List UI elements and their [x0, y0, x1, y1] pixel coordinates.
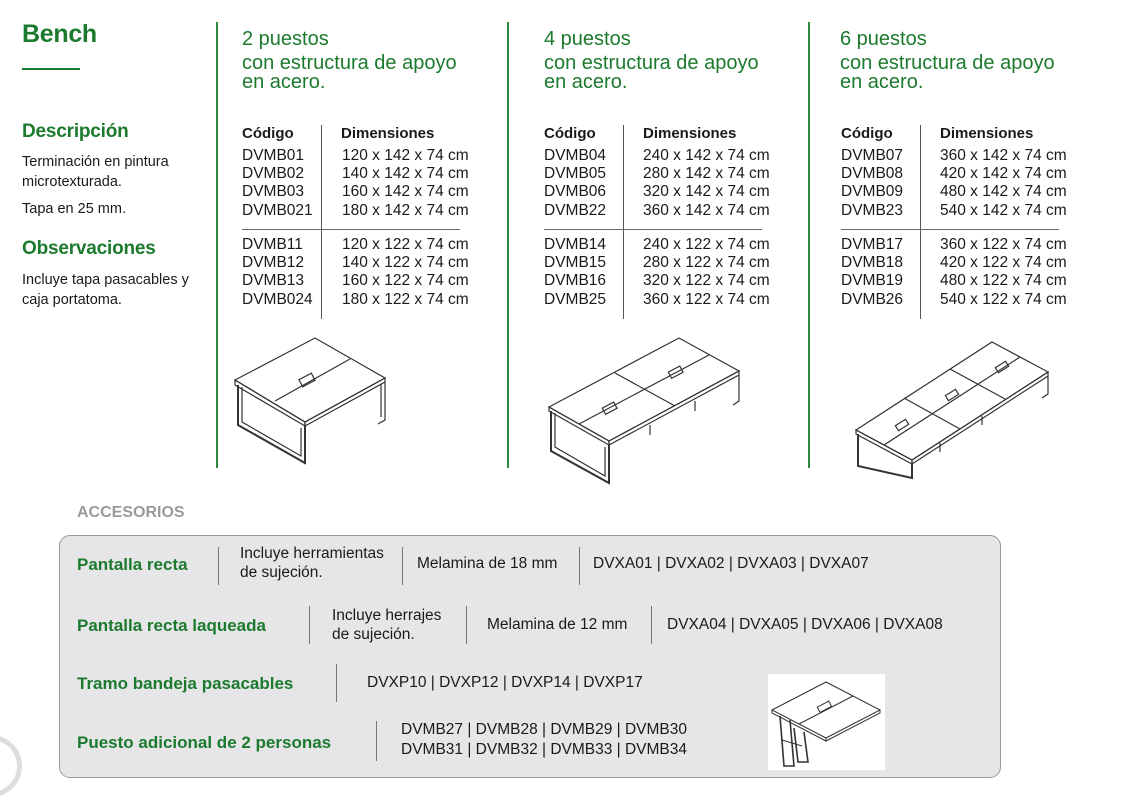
- dim-cell: 180 x 122 x 74 cm: [342, 290, 469, 308]
- row-separator: [466, 606, 467, 644]
- accessory-material: Melamina de 12 mm: [487, 616, 628, 633]
- accessory-note: [332, 606, 441, 644]
- code-header: Código: [242, 125, 294, 142]
- bench-4-puestos-illustration: [545, 335, 745, 485]
- code-cell: DVMB19: [841, 272, 904, 290]
- decorative-circle: [0, 735, 22, 797]
- accesorios-label: ACCESORIOS: [77, 504, 185, 521]
- code-cell: DVMB17: [841, 236, 904, 253]
- column-heading-4-puestos: [544, 29, 759, 92]
- dim-cell: 140 x 122 x 74 cm: [342, 254, 469, 272]
- accessory-name: Tramo bandeja pasacables: [77, 674, 294, 693]
- dim-cell: 360 x 142 x 74 cm: [940, 147, 1067, 164]
- note-line: de sujeción.: [240, 564, 323, 581]
- dim-header: Dimensiones: [940, 125, 1034, 142]
- column-divider: [507, 22, 509, 468]
- dim-cell: 160 x 142 x 74 cm: [342, 183, 469, 201]
- dim-cell: 540 x 122 x 74 cm: [940, 290, 1067, 308]
- code-list: [841, 147, 903, 220]
- title-underline: [22, 68, 80, 70]
- accessory-name: Puesto adicional de 2 personas: [77, 733, 332, 752]
- accessory-codes: DVXP10 | DVXP12 | DVXP14 | DVXP17: [367, 674, 643, 691]
- code-cell: DVMB14: [544, 236, 607, 253]
- row-separator: [309, 606, 310, 644]
- code-list: [242, 147, 313, 220]
- observaciones-heading: Observaciones: [22, 238, 156, 259]
- dim-list: [342, 236, 469, 309]
- dim-cell: 360 x 122 x 74 cm: [940, 236, 1067, 253]
- code-cell: DVMB05: [544, 165, 607, 183]
- code-cell: DVMB06: [544, 183, 607, 201]
- note-line: Incluye herrajes: [332, 607, 442, 624]
- dim-cell: 280 x 142 x 74 cm: [643, 165, 770, 183]
- puesto-adicional-illustration: [768, 674, 885, 770]
- codes-line: DVMB31 | DVMB32 | DVMB33 | DVMB34: [401, 741, 688, 758]
- descripcion-heading: Descripción: [22, 121, 129, 142]
- code-cell: DVMB03: [242, 183, 305, 201]
- accessory-name: Pantalla recta laqueada: [77, 616, 266, 635]
- dim-list: [643, 147, 770, 220]
- note-line: de sujeción.: [332, 626, 415, 643]
- code-cell: DVMB07: [841, 147, 904, 164]
- accessory-note: [240, 544, 384, 582]
- column-heading-line: con estructura de apoyo: [242, 52, 457, 74]
- accessory-codes: DVXA04 | DVXA05 | DVXA06 | DVXA08: [667, 616, 943, 633]
- accessory-codes: DVXA01 | DVXA02 | DVXA03 | DVXA07: [593, 555, 869, 572]
- column-heading-line: 4 puestos: [544, 28, 631, 50]
- code-cell: DVMB12: [242, 254, 305, 272]
- dim-cell: 360 x 122 x 74 cm: [643, 290, 770, 308]
- row-separator: [336, 664, 337, 702]
- dim-cell: 180 x 142 x 74 cm: [342, 201, 469, 219]
- dim-cell: 360 x 142 x 74 cm: [643, 201, 770, 219]
- code-cell: DVMB021: [242, 201, 313, 219]
- code-cell: DVMB18: [841, 254, 904, 272]
- dim-cell: 160 x 122 x 74 cm: [342, 272, 469, 290]
- dim-header: Dimensiones: [341, 125, 435, 142]
- dim-cell: 240 x 142 x 74 cm: [643, 147, 770, 164]
- codes-line: DVMB27 | DVMB28 | DVMB29 | DVMB30: [401, 721, 688, 738]
- dim-header: Dimensiones: [643, 125, 737, 142]
- code-cell: DVMB23: [841, 201, 904, 219]
- dim-cell: 420 x 122 x 74 cm: [940, 254, 1067, 272]
- observaciones-text: [22, 270, 189, 310]
- column-heading-6-puestos: [840, 29, 1055, 92]
- accessory-name: Pantalla recta: [77, 555, 188, 574]
- code-cell: DVMB13: [242, 272, 305, 290]
- code-cell: DVMB02: [242, 165, 305, 183]
- code-header: Código: [841, 125, 893, 142]
- accessory-codes: [401, 720, 687, 760]
- row-separator: [376, 721, 377, 761]
- descripcion-line: microtexturada.: [22, 174, 122, 190]
- column-divider: [216, 22, 218, 468]
- dim-cell: 480 x 142 x 74 cm: [940, 183, 1067, 201]
- dim-list: [342, 147, 469, 220]
- code-cell: DVMB04: [544, 147, 607, 164]
- table-divider: [920, 125, 921, 319]
- note-line: Incluye herramientas: [240, 545, 384, 562]
- code-cell: DVMB25: [544, 290, 607, 308]
- table-separator: [841, 229, 1059, 230]
- dim-cell: 320 x 142 x 74 cm: [643, 183, 770, 201]
- bench-6-puestos-illustration: [852, 338, 1052, 483]
- code-header: Código: [544, 125, 596, 142]
- row-separator: [579, 547, 580, 585]
- code-cell: DVMB09: [841, 183, 904, 201]
- code-cell: DVMB024: [242, 290, 313, 308]
- dim-list: [940, 236, 1067, 309]
- column-heading-line: con estructura de apoyo: [544, 52, 759, 74]
- dim-cell: 480 x 122 x 74 cm: [940, 272, 1067, 290]
- dim-cell: 320 x 122 x 74 cm: [643, 272, 770, 290]
- dim-cell: 280 x 122 x 74 cm: [643, 254, 770, 272]
- page-title: Bench: [22, 20, 97, 48]
- dim-cell: 120 x 122 x 74 cm: [342, 236, 469, 253]
- dim-cell: 240 x 122 x 74 cm: [643, 236, 770, 253]
- column-divider: [808, 22, 810, 468]
- column-heading-line: con estructura de apoyo: [840, 52, 1055, 74]
- code-list: [544, 236, 606, 309]
- code-cell: DVMB15: [544, 254, 607, 272]
- code-list: [544, 147, 606, 220]
- table-separator: [242, 229, 460, 230]
- dim-cell: 420 x 142 x 74 cm: [940, 165, 1067, 183]
- code-cell: DVMB22: [544, 201, 607, 219]
- code-cell: DVMB08: [841, 165, 904, 183]
- table-divider: [623, 125, 624, 319]
- dim-cell: 140 x 142 x 74 cm: [342, 165, 469, 183]
- row-separator: [218, 547, 219, 585]
- column-heading-line: 2 puestos: [242, 28, 329, 50]
- observaciones-line: caja portatoma.: [22, 292, 122, 308]
- descripcion-line: Tapa en 25 mm.: [22, 201, 126, 217]
- row-separator: [651, 606, 652, 644]
- code-list: [242, 236, 313, 309]
- descripcion-line: Terminación en pintura: [22, 154, 169, 170]
- observaciones-line: Incluye tapa pasacables y: [22, 272, 189, 288]
- dim-cell: 120 x 142 x 74 cm: [342, 147, 469, 164]
- accesorios-panel: [59, 535, 1001, 778]
- descripcion-text: [22, 152, 169, 219]
- row-separator: [402, 547, 403, 585]
- code-cell: DVMB26: [841, 290, 904, 308]
- code-cell: DVMB16: [544, 272, 607, 290]
- table-divider: [321, 125, 322, 319]
- code-cell: DVMB11: [242, 236, 303, 253]
- accessory-material: Melamina de 18 mm: [417, 555, 558, 572]
- bench-2-puestos-illustration: [230, 335, 395, 465]
- code-list: [841, 236, 903, 309]
- column-heading-line: en acero.: [242, 71, 326, 93]
- dim-list: [940, 147, 1067, 220]
- table-separator: [544, 229, 762, 230]
- column-heading-line: en acero.: [840, 71, 924, 93]
- column-heading-line: en acero.: [544, 71, 628, 93]
- dim-cell: 540 x 142 x 74 cm: [940, 201, 1067, 219]
- dim-list: [643, 236, 770, 309]
- code-cell: DVMB01: [242, 147, 305, 164]
- column-heading-line: 6 puestos: [840, 28, 927, 50]
- column-heading-2-puestos: [242, 29, 457, 92]
